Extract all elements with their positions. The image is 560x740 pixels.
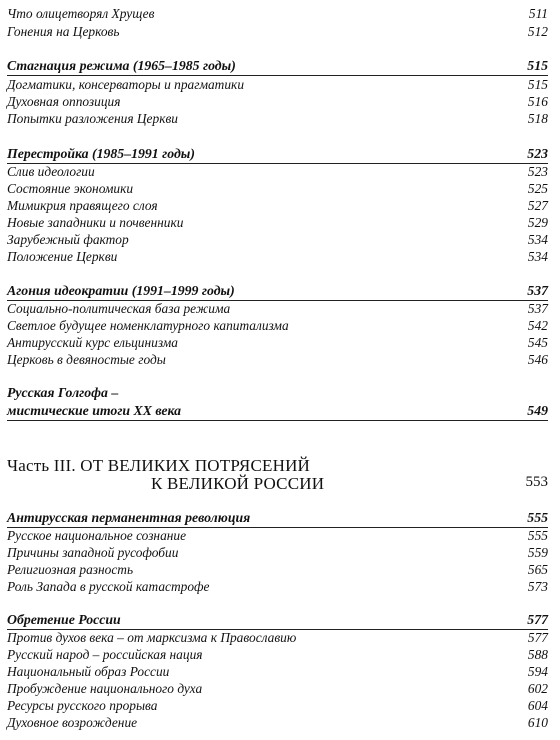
- toc-entry-title: Русское национальное сознание: [7, 528, 187, 543]
- toc-section-heading: [7, 58, 548, 74]
- toc-entry-page: 515: [527, 77, 548, 92]
- toc-entry-title: Что олицетворял Хрущев: [7, 6, 155, 21]
- toc-entry-title: Причины западной русофобии: [7, 545, 179, 560]
- toc-section-title: Антирусская перманентная революция: [7, 510, 251, 525]
- toc-section-title: Обретение России: [7, 612, 121, 627]
- toc-entry: [7, 198, 548, 214]
- toc-entry-title: Социально-политическая база режима: [7, 301, 231, 316]
- toc-entry: [7, 249, 548, 265]
- toc-section-heading: [7, 385, 548, 401]
- toc-entry-title: Мимикрия правящего слоя: [7, 198, 158, 213]
- toc-entry: [7, 77, 548, 93]
- toc-section-title: Перестройка (1985–1991 годы): [7, 146, 195, 161]
- toc-entry: [7, 630, 548, 646]
- toc-entry-page: 527: [527, 198, 548, 213]
- toc-section-page: 577: [527, 612, 548, 627]
- toc-entry: [7, 528, 548, 544]
- toc-entry-title: Зарубежный фактор: [7, 232, 129, 247]
- toc-entry-title: Положение Церкви: [7, 249, 118, 264]
- toc-section-page: 523: [527, 146, 548, 161]
- toc-entry-title: Догматики, консерваторы и прагматики: [7, 77, 245, 92]
- section-rule: [7, 75, 548, 76]
- toc-entry: [7, 164, 548, 180]
- toc-entry-title: Против духов века – от марксизма к Православию: [7, 630, 297, 645]
- toc-entry-page: 573: [527, 579, 548, 594]
- toc-entry-title: Новые западники и почвенники: [7, 215, 184, 230]
- section-rule: [7, 420, 548, 421]
- toc-entry: [7, 94, 548, 110]
- toc-entry-title: Религиозная разность: [7, 562, 134, 577]
- toc-entry-page: 602: [527, 681, 548, 696]
- toc-entry-page: 588: [527, 647, 548, 662]
- toc-entry: [7, 24, 548, 40]
- toc-entry-page: 529: [527, 215, 548, 230]
- part-subtitle: К ВЕЛИКОЙ РОССИИ: [151, 474, 325, 493]
- toc-section-title: Русская Голгофа –: [7, 385, 119, 400]
- toc-entry-page: 610: [527, 715, 548, 730]
- toc-entry: [7, 562, 548, 578]
- toc-entry-title: Духовная оппозиция: [7, 94, 121, 109]
- toc-entry-page: 512: [527, 24, 548, 39]
- toc-entry-page: 511: [528, 6, 548, 21]
- toc-section-page: 549: [527, 403, 548, 418]
- toc-entry-page: 594: [527, 664, 548, 679]
- toc-section-title: Стагнация режима (1965–1985 годы): [7, 58, 236, 73]
- toc-entry-page: 577: [527, 630, 548, 645]
- toc-entry-page: 537: [527, 301, 548, 316]
- toc-section-heading: [7, 612, 548, 628]
- toc-entry-title: Духовное возрождение: [7, 715, 138, 730]
- toc-entry-page: 523: [527, 164, 548, 179]
- toc-section-heading-continued: [7, 403, 548, 419]
- toc-entry-page: 546: [527, 352, 548, 367]
- toc-entry-page: 542: [527, 318, 548, 333]
- toc-section-heading: [7, 283, 548, 299]
- toc-entry-page: 559: [527, 545, 548, 560]
- toc-entry-title: Ресурсы русского прорыва: [7, 698, 158, 713]
- toc-entry-title: Попытки разложения Церкви: [7, 111, 178, 126]
- toc-entry: [7, 715, 548, 731]
- toc-entry: [7, 352, 548, 368]
- toc-section-page: 537: [527, 283, 548, 298]
- toc-entry: [7, 181, 548, 197]
- toc-section-heading: [7, 510, 548, 526]
- toc-section-heading: [7, 146, 548, 162]
- toc-entry: [7, 232, 548, 248]
- toc-entry: [7, 6, 548, 22]
- toc-entry: [7, 664, 548, 680]
- toc-entry-page: 545: [527, 335, 548, 350]
- toc-section-page: 515: [527, 58, 548, 73]
- part-title: Часть III. ОТ ВЕЛИКИХ ПОТРЯСЕНИЙ: [7, 456, 311, 475]
- toc-entry: [7, 335, 548, 351]
- toc-entry: [7, 647, 548, 663]
- toc-entry-title: Роль Запада в русской катастрофе: [7, 579, 210, 594]
- toc-entry-page: 555: [527, 528, 548, 543]
- toc-entry-page: 604: [527, 698, 548, 713]
- toc-entry: [7, 545, 548, 561]
- toc-entry-title: Состояние экономики: [7, 181, 134, 196]
- toc-section-title: Агония идеократии (1991–1999 годы): [7, 283, 235, 298]
- toc-entry-title: Антирусский курс ельцинизма: [7, 335, 178, 350]
- toc-entry: [7, 579, 548, 595]
- toc-entry: [7, 215, 548, 231]
- toc-entry-page: 525: [527, 181, 548, 196]
- toc-entry-title: Пробуждение национального духа: [7, 681, 203, 696]
- toc-entry-title: Слив идеологии: [7, 164, 95, 179]
- toc-entry-page: 534: [527, 232, 548, 247]
- toc-section-title: мистические итоги XX века: [7, 403, 182, 418]
- toc-entry: [7, 698, 548, 714]
- toc-entry: [7, 111, 548, 127]
- toc-section-page: 555: [527, 510, 548, 525]
- toc-entry-title: Национальный образ России: [7, 664, 170, 679]
- toc-entry: [7, 681, 548, 697]
- part-page: 553: [525, 474, 548, 490]
- toc-entry-title: Гонения на Церковь: [7, 24, 120, 39]
- toc-entry-page: 534: [527, 249, 548, 264]
- toc-entry-page: 565: [527, 562, 548, 577]
- toc-entry: [7, 318, 548, 334]
- toc-entry: [7, 301, 548, 317]
- toc-entry-title: Светлое будущее номенклатурного капитализма: [7, 318, 289, 333]
- toc-entry-title: Русский народ – российская нация: [7, 647, 203, 662]
- toc-entry-page: 518: [527, 111, 548, 126]
- toc-entry-title: Церковь в девяностые годы: [7, 352, 166, 367]
- toc-entry-page: 516: [527, 94, 548, 109]
